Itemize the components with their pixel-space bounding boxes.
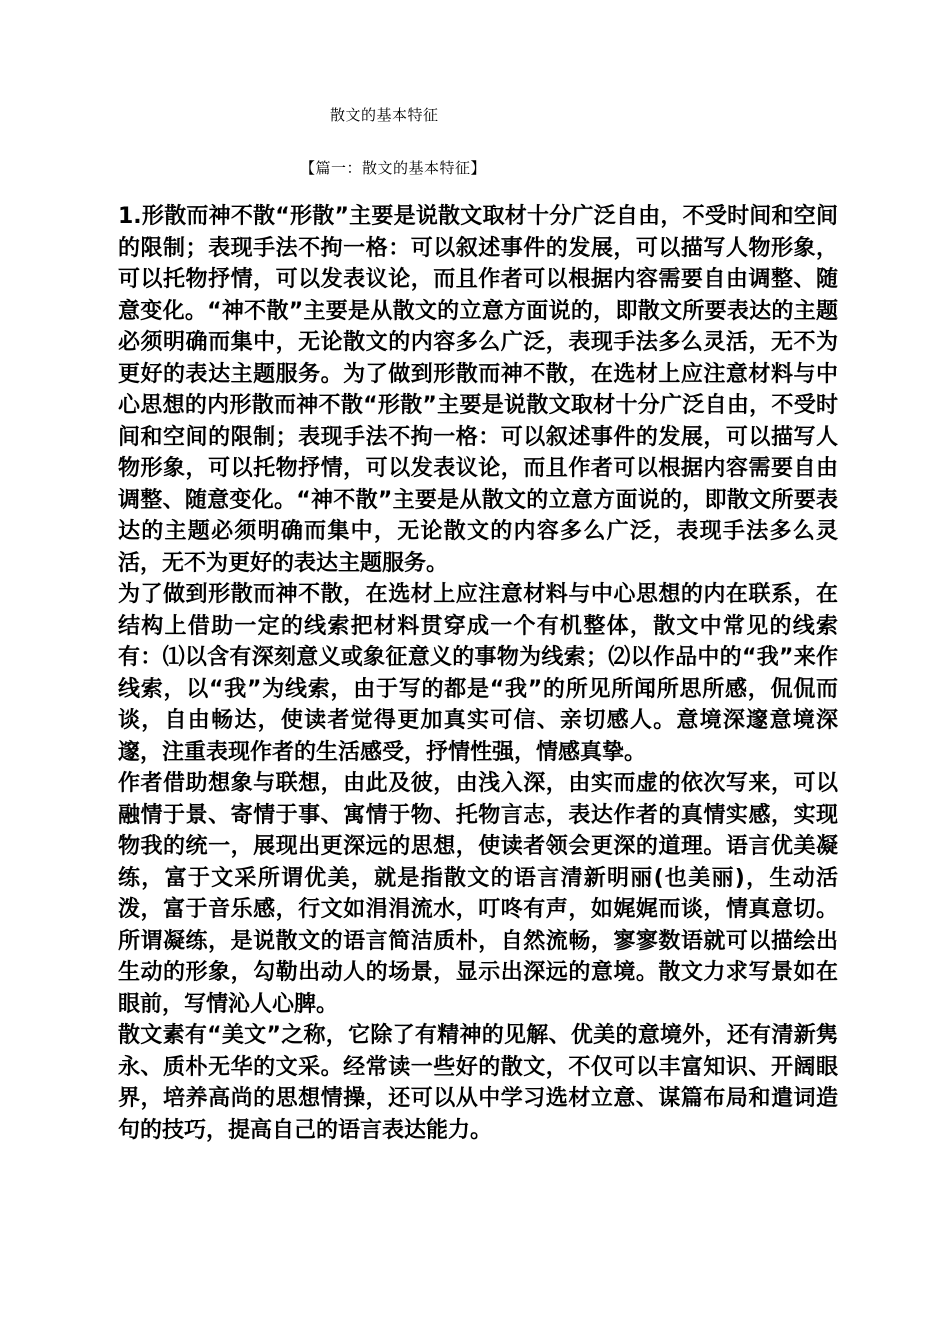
paragraph-4: 散文素有“美文”之称，它除了有精神的见解、优美的意境外，还有清新隽永、质朴无华的文采。经常读一些好的散文，不仅可以丰富知识、开阔眼界，培养高尚的思想情操，还可以从中学习选材立意、谋篇布局和遣词造句的技巧，提高自己的语言表达能力。 xyxy=(118,1023,838,1143)
document-title: 散文的基本特征 xyxy=(330,106,439,124)
document-body xyxy=(118,201,838,1146)
paragraph-3: 作者借助想象与联想，由此及彼，由浅入深，由实而虚的依次写来，可以融情于景、寄情于事、寓情于物、托物言志，表达作者的真情实感，实现物我的统一，展现出更深远的思想，使读者领会更深的道理。语言优美凝练，富于文采所谓优美，就是指散文的语言清新明丽(也美丽)，生动活泼，富于音乐感，行文如涓涓流水，叮咚有声，如娓娓而谈，情真意切。所谓凝练，是说散文的语言简洁质朴，自然流畅，寥寥数语就可以描绘出生动的形象，勾勒出动人的场景，显示出深远的意境。散文力求写景如在眼前，写情沁人心脾。 xyxy=(118,771,838,1017)
paragraph-2: 为了做到形散而神不散，在选材上应注意材料与中心思想的内在联系，在结构上借助一定的线索把材料贯穿成一个有机整体，散文中常见的线索有：⑴以含有深刻意义或象征意义的事物为线索；⑵以作品中的“我”来作线索，以“我”为线索，由于写的都是“我”的所见所闻所思所感，侃侃而谈，自由畅达，使读者觉得更加真实可信、亲切感人。意境深邃意境深邃，注重表现作者的生活感受，抒情性强，情感真挚。 xyxy=(118,582,838,765)
document-subtitle: 【篇一：散文的基本特征】 xyxy=(300,159,487,177)
paragraph-1: 1.形散而神不散“形散”主要是说散文取材十分广泛自由，不受时间和空间的限制；表现手法不拘一格：可以叙述事件的发展，可以描写人物形象，可以托物抒情，可以发表议论，而且作者可以根据内容需要自由调整、随意变化。“神不散”主要是从散文的立意方面说的，即散文所要表达的主题必须明确而集中，无论散文的内容多么广泛，表现手法多么灵活，无不为更好的表达主题服务。为了做到形散而神不散，在选材上应注意材料与中心思想的内形散而神不散“形散”主要是说散文取材十分广泛自由，不受时间和空间的限制；表现手法不拘一格：可以叙述事件的发展，可以描写人物形象，可以托物抒情，可以发表议论，而且作者可以根据内容需要自由调整、随意变化。“神不散”主要是从散文的立意方面说的，即散文所要表达的主题必须明确而集中，无论散文的内容多么广泛，表现手法多么灵活，无不为更好的表达主题服务。 xyxy=(118,204,838,576)
